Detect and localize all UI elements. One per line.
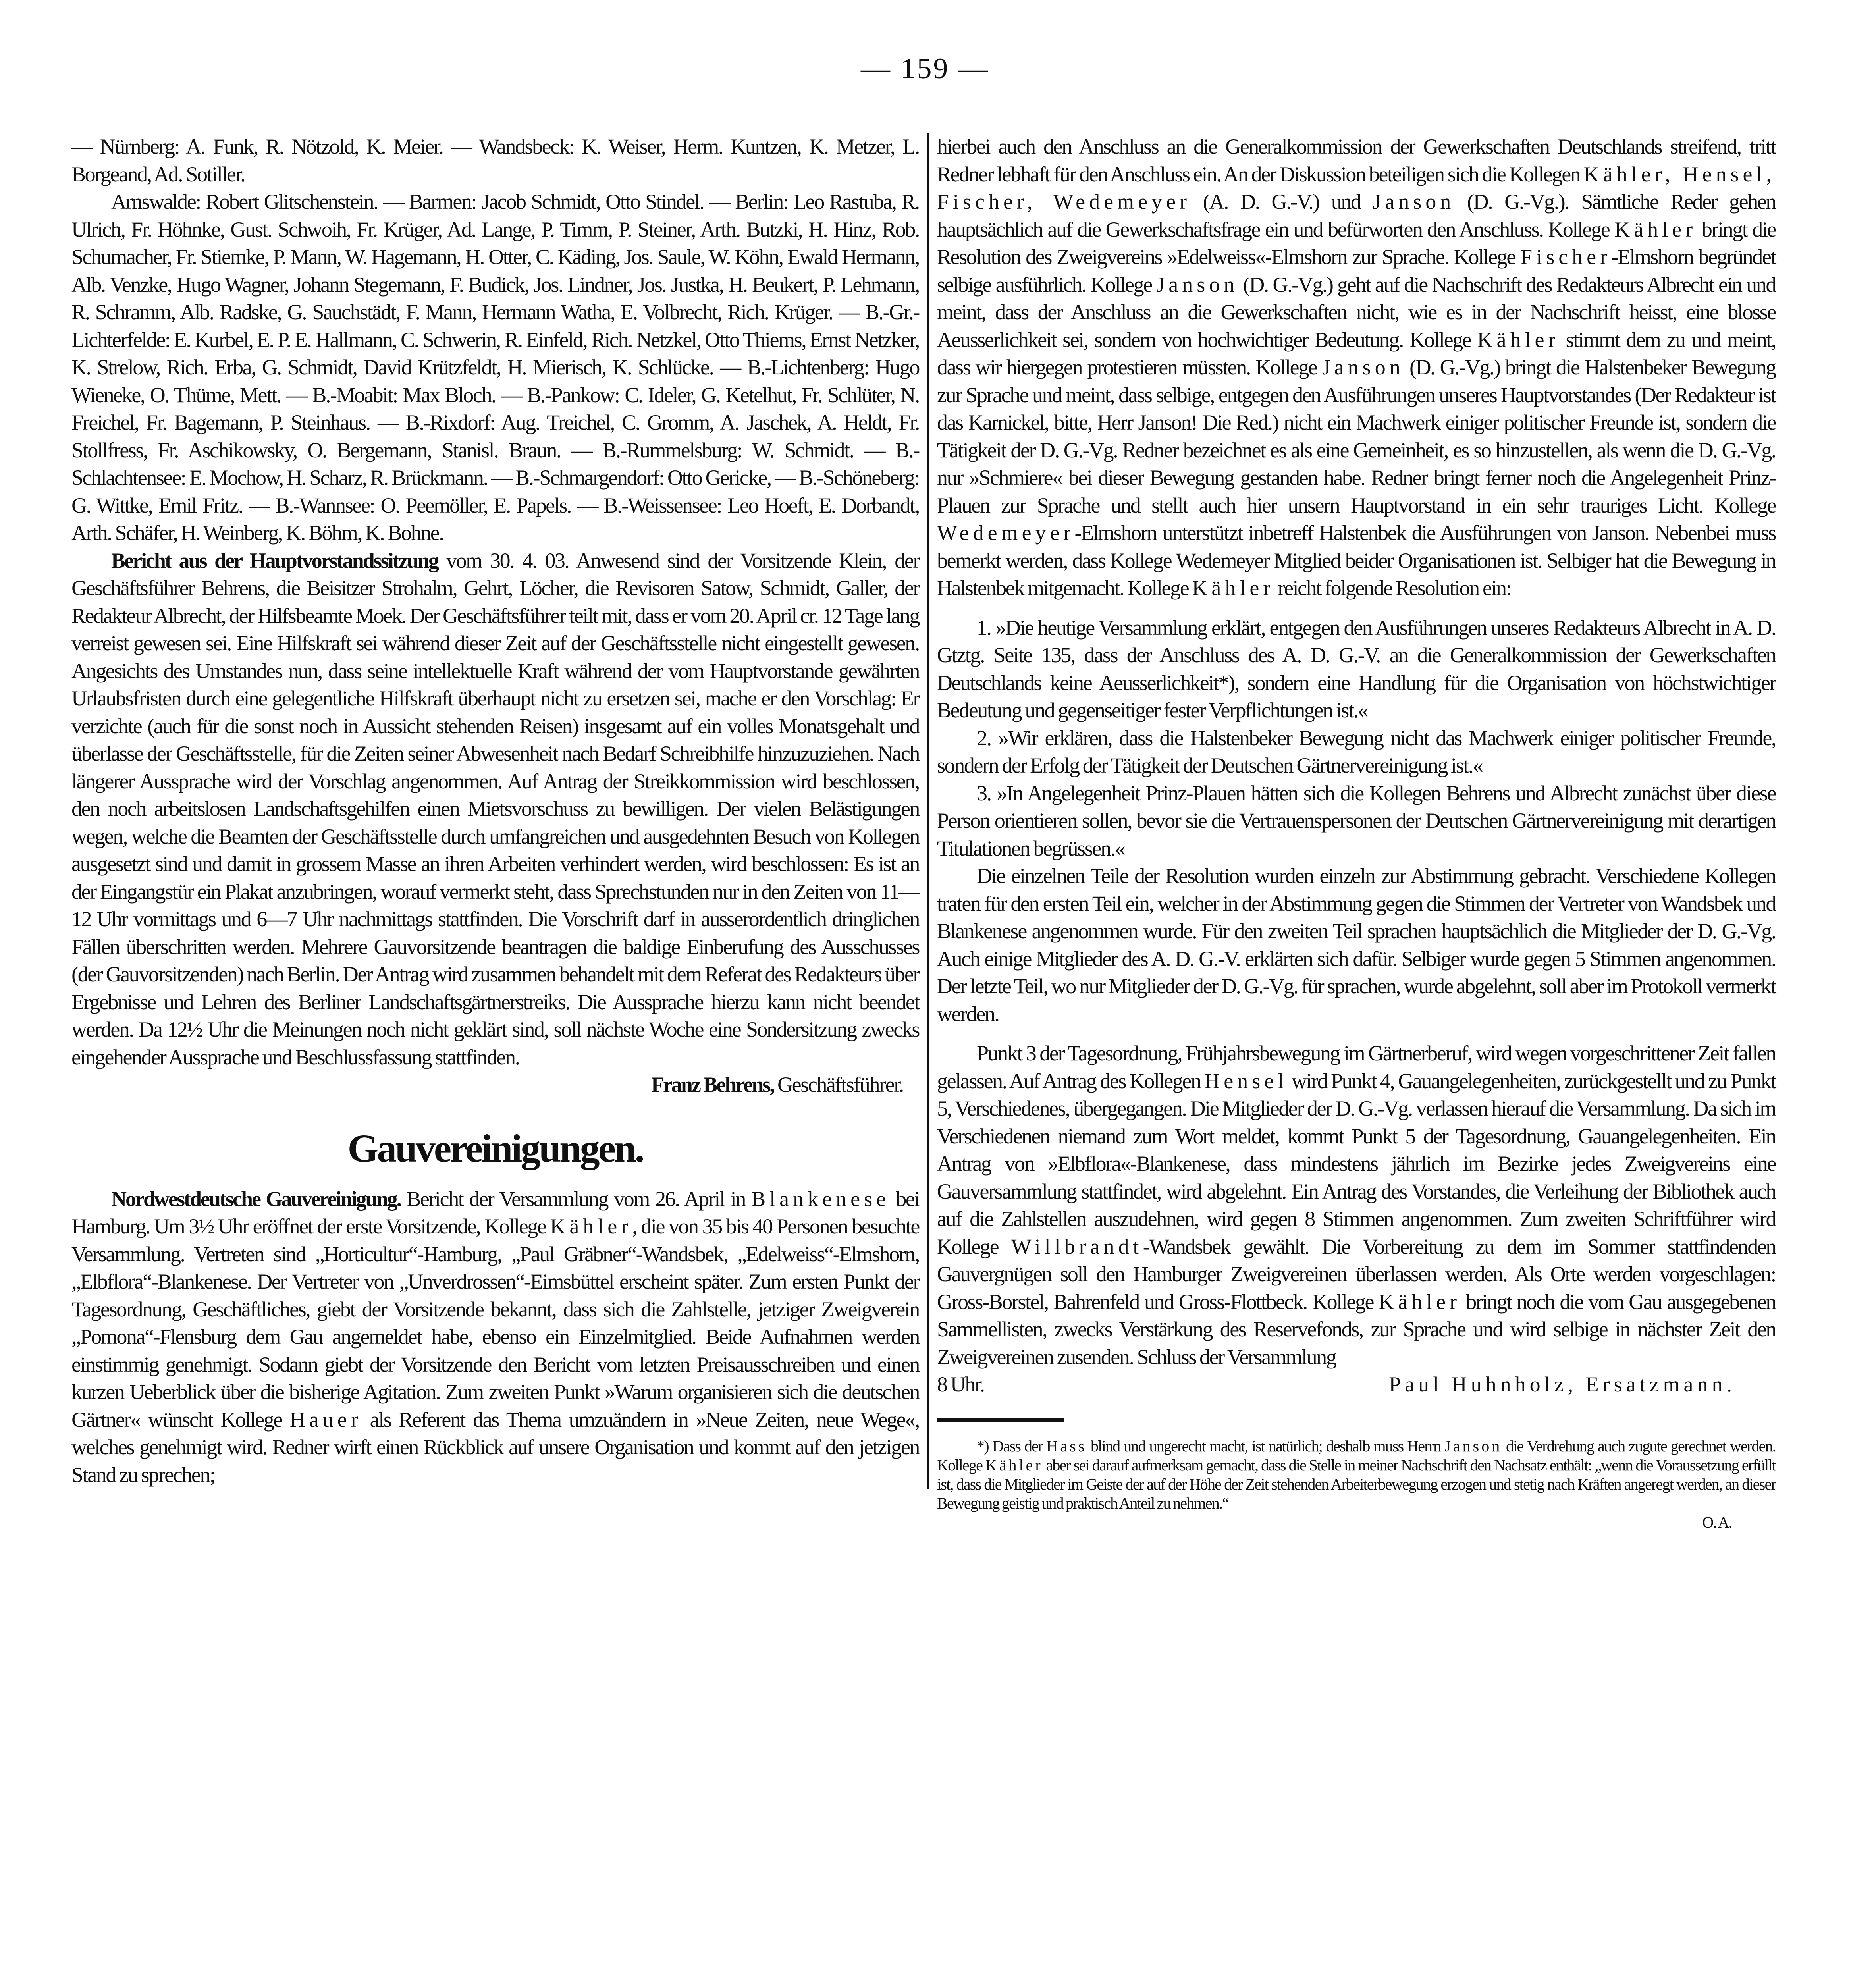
body-text: -Wandsbek gewählt. Die Vorbereitung zu dem im Sommer stattfindenden Gauvergnügen soll den Hamburger Zweigvereinen überlassen werden. Als Orte werden vorgeschlagen: Gross-Borstel, Bahrenfeld und Gross-Flottbeck. Kollege: [937, 1234, 1776, 1314]
member-list-continued: — Nürnberg: A. Funk, R. Nötzold, K. Meier. — Wandsbeck: K. Weiser, Herm. Kuntzen, K. Metzer, L. Borgeand, Ad. Sotiller.: [71, 135, 919, 186]
footnote-body: die Verdrehung auch zugute gerechnet werden. Kollege: [937, 1437, 1776, 1474]
person-name-spaced: Kähler: [1379, 1289, 1461, 1314]
footnote-text: [937, 1437, 1776, 1513]
gau-text: Bericht der Versammlung vom 26. April in: [401, 1187, 752, 1211]
board-meeting-report: [71, 547, 919, 1072]
footnote-initials: O. A.: [1702, 1513, 1732, 1531]
person-name-spaced: Janson: [1373, 190, 1455, 214]
closing-line: [937, 1371, 1776, 1399]
spacer: [937, 602, 1776, 614]
discussion-paragraph: [937, 133, 1776, 602]
body-text: bringt die Resolution des Zweigvereins »Edelweiss«-Elmshorn zur Sprache. Kollege: [937, 217, 1776, 269]
person-name-spaced: Hauer: [289, 1407, 362, 1432]
place-name-spaced: Blankenese: [751, 1187, 890, 1211]
person-name-spaced: Fischer: [1520, 245, 1612, 269]
report-body: vom 30. 4. 03. Anwesend sind der Vorsitzende Klein, der Geschäftsführer Behrens, die Beisitzer Strohalm, Gehrt, Löcher, die Revisoren Satow, Schmidt, Galler, der Redakteur Albrecht, der Hilfsbeamte Moek. Der Geschäftsführer teilt mit, dass er vom 20. April cr. 12 Tage lang verreist gewesen sei. Eine Hilfskraft sei während dieser Zeit auf der Geschäftsstelle nicht eingestellt gewesen. Angesichts des Umstandes nun, dass seine intellektuelle Kraft während der vom Hauptvorstande gewährten Urlaubsfristen durch eine gelegentliche Hilfskraft überhaupt nicht zu ersetzen sei, mache er den Vorschlag: Er verzichte (auch für die sonst noch in Aussicht stehenden Reisen) insgesamt auf ein volles Monatsgehalt und überlasse der Geschäftsstelle, für die Zeiten seiner Abwesenheit nach Bedarf Schreibhilfe hinzuzuziehen. Nach längerer Aussprache wird der Vorschlag angenommen. Auf Antrag der Streikkommission wird beschlossen, den noch arbeitslosen Landschaftsgehilfen einen Mietsvorschuss zu bewilligen. Der vielen Belästigungen wegen, welche die Beamten der Geschäftsstelle durch umfangreichen und ausgedehnten Besuch von Kollegen ausgesetzt sind und damit in grossem Masse an ihren Arbeiten verhindert werden, wird beschlossen: Es ist an der Eingangstür ein Plakat anzubringen, worauf vermerkt steht, dass Sprechstunden nur in den Zeiten von 11—12 Uhr vormittags und 6—7 Uhr nachmittags stattfinden. Die Vorschrift darf in ausserordentlich dringlichen Fällen überschritten werden. Mehrere Gauvorsitzende beantragen die baldige Einberufung des Ausschusses (der Gauvorsitzenden) nach Berlin. Der Antrag wird zusammen behandelt mit dem Referat des Redakteurs über Ergebnisse und Lehren des Berliner Landschaftsgärtnerstreiks. Die Aussprache hierzu kann nicht beendet werden. Da 12½ Uhr die Meinungen noch nicht geklärt sind, soll nächste Woche eine Sondersitzung zwecks eingehender Aussprache und Beschlussfassung stattfinden.: [71, 548, 919, 1069]
body-text: (A. D. G.-V.) und: [1191, 190, 1373, 214]
footnote-spaced-word: Hass: [1046, 1437, 1087, 1455]
body-text: (D. G.-Vg.). Sämtliche Reder gehen hauptsächlich auf die Gewerkschaftsfrage ein und befürworten den Anschluss. Kollege: [937, 190, 1776, 241]
left-column: [71, 133, 929, 1489]
gau-text: als Referent das Thema umzuändern in »Neue Zeiten, neue Wege«, welches genehmigt wird. Redner wirft einen Rückblick auf unsere Organisation und kommt auf den jetzigen Stand zu sprechen;: [71, 1407, 919, 1487]
body-text: bringt noch die vom Gau ausgegebenen Sammellisten, zwecks Verstärkung des Reservefonds, zur Sprache und wird selbige in nächster Zeit den Zweigvereinen zusenden. Schluss der Versammlung: [937, 1289, 1776, 1369]
footnote-body: *) Dass der: [977, 1437, 1047, 1455]
resolution-item-2: 2. »Wir erklären, dass die Halstenbeker Bewegung nicht das Machwerk einiger politischer Freunde, sondern der Erfolg der Tätigkeit der Deutschen Gärtnervereinigung ist.«: [937, 726, 1776, 777]
footnote-signature-line: [937, 1513, 1776, 1532]
person-name-spaced: Kähler: [550, 1214, 632, 1238]
gau-report-paragraph: [71, 1185, 919, 1489]
body-text: stimmt dem zu und meint, dass wir hiergegen protestieren müssten. Kollege: [937, 328, 1776, 379]
gau-text: , die von 35 bis 40 Personen besuchte Versammlung. Vertreten sind „Horticultur“-Hamburg, „Paul Gräbner“-Wandsbek, „Edelweiss“-Elmshorn, „Elbflora“-Blankenese. Der Vertreter von „Unverdrossen“-Eimsbüttel erscheint später. Zum ersten Punkt der Tagesordnung, Geschäftliches, giebt der Vorsitzende bekannt, dass sich die Zahlstelle, jetziger Zweigverein „Pomona“-Flensburg dem Gau angemeldet habe, ebenso ein Einzelmitglied. Beide Aufnahmen werden einstimmig genehmigt. Sodann giebt der Vorsitzende den Bericht vom letzten Preisausschreiben und einen kurzen Ueberblick über die bisherige Agitation. Zum zweiten Punkt »Warum organisieren sich die deutschen Gärtner« wünscht Kollege: [71, 1214, 919, 1432]
footnote-body: aber sei darauf aufmerksam gemacht, dass die Stelle in meiner Nachschrift den Nachsatz enthält: „wenn die Voraussetzung erfüllt ist, dass die Mitglieder im Geiste der auf der Höhe der Zeit stehenden Arbeiterbewegung erzogen und stetig nach Kräften angeregt werden, an dieser Bewegung geistig und praktisch Anteil zu nehmen.“: [937, 1456, 1776, 1512]
two-column-body: [71, 133, 1776, 1532]
resolution-item-3: 3. »In Angelegenheit Prinz-Plauen hätten sich die Kollegen Behrens und Albrecht zunächst über diese Person orientieren sollen, bevor sie die Vertrauenspersonen der Deutschen Gärtnervereinigung mit derartigen Titulationen begrüssen.«: [937, 781, 1776, 860]
gau-report-title: Nordwestdeutsche Gauvereinigung.: [111, 1187, 401, 1211]
page-number: — 159 —: [861, 52, 989, 85]
spacer: [937, 1028, 1776, 1040]
signature-name: Franz Behrens,: [651, 1073, 774, 1097]
person-name-spaced: Kähler: [1614, 217, 1697, 241]
footnote-rule: [937, 1418, 1064, 1422]
signature-role: Geschäftsführer.: [773, 1073, 903, 1097]
footnote-body: blind und ungerecht macht, ist natürlich; deshalb muss Herrn: [1087, 1437, 1445, 1455]
footnote-spaced-name: Janson: [1444, 1437, 1502, 1455]
body-text: (D. G.-Vg.) geht auf die Nachschrift des Redakteurs Albrecht ein und meint, dass der Anschluss an die Gewerkschaften nicht, wie es in der Nachschrift heisst, eine blosse Aeusserlichkeit sei, sondern von hochwichtiger Bedeutung. Kollege: [937, 272, 1776, 352]
body-text: -Elmshorn begründet selbige ausführlich. Kollege: [937, 245, 1776, 297]
section-heading: Gauvereinigungen.: [347, 1126, 643, 1170]
report-title: Bericht aus der Hauptvorstandssitzung: [111, 548, 438, 572]
member-list-paragraph: Arnswalde: Robert Glitschenstein. — Barmen: Jacob Schmidt, Otto Stindel. — Berlin: Leo Rastuba, R. Ulrich, Fr. Höhnke, Gust. Schwoih, Fr. Krüger, Ad. Lange, P. Timm, P. Steiner, Arth. Butzki, H. Hinz, Rob. Schumacher, Fr. Stiemke, P. Mann, W. Hagemann, H. Otter, C. Käding, Jos. Saule, W. Köhn, Ewald Hermann, Alb. Venzke, Hugo Wagner, Johann Stegemann, F. Budick, Jos. Lindner, Jos. Justka, H. Beukert, P. Lehmann, R. Schramm, Alb. Radske, G. Sauchstädt, F. Mann, Hermann Watha, E. Volbrecht, Rich. Krüger. — B.-Gr.-Lichterfelde: E. Kurbel, E. P. E. Hallmann, C. Schwerin, R. Einfeld, Rich. Netzkel, Otto Thiems, Ernst Netzker, K. Strelow, Rich. Erba, G. Schmidt, David Krützfeldt, H. Mierisch, K. Schlücke. — B.-Lichtenberg: Hugo Wieneke, O. Thüme, Mett. — B.-Moabit: Max Bloch. — B.-Pankow: C. Ideler, G. Ketelhut, Fr. Schlüter, N. Freichel, Fr. Bagemann, P. Steinhaus. — B.-Rixdorf: Aug. Treichel, C. Gromm, A. Jaschek, A. Heldt, Fr. Stollfress, Fr. Aschikowsky, O. Bergemann, Stanisl. Braun. — B.-Rummelsburg: W. Schmidt. — B.-Schlachtensee: E. Mochow, H. Scharz, R. Brückmann. — B.-Schmargendorf: Otto Gericke, — B.-Schöneberg: G. Wittke, Emil Fritz. — B.-Wannsee: O. Peemöller, E. Papels. — B.-Weissensee: Leo Hoeft, E. Dorbandt, Arth. Schäfer, H. Weinberg, K. Böhm, K. Bohne.: [71, 190, 919, 545]
resolution-item-1: 1. »Die heutige Versammlung erklärt, entgegen den Ausführungen unseres Redakteurs Albrecht in A. D. Gtztg. Seite 135, dass der Anschluss des A. D. G.-V. an die Generalkommission der Gewerkschaften Deutschlands keine Aeusserlichkeit*), sondern eine Handlung für die Organisation von höchstwichtiger Bedeutung und gegenseitiger fester Verpflichtungen ist.«: [937, 615, 1776, 722]
person-name-spaced: Kähler: [1192, 576, 1274, 600]
person-name-spaced: Janson: [1156, 272, 1239, 297]
body-text: Punkt 3 der Tagesordnung, Frühjahrsbewegung im Gärtnerberuf, wird wegen vorgeschrittener Zeit fallen gelassen. Auf Antrag des Kollegen: [937, 1041, 1776, 1093]
footnote-spaced-name: Kähler: [985, 1456, 1043, 1474]
person-name-spaced: Kähler: [1477, 328, 1560, 352]
body-text: wird Punkt 4, Gauangelegenheiten, zurückgestellt und zu Punkt 5, Verschiedenes, übergegangen. Die Mitglieder der D. G.-Vg. verlassen hierauf die Versammlung. Da sich im Verschiedenen niemand zum Wort meldet, kommt Punkt 5 der Tagesordnung, Gauangelegenheiten. Ein Antrag von »Elbflora«-Blankenese, dass mindestens jährlich im Bezirke jedes Zweigvereins eine Gauversammlung stattfindet, wird abgelehnt. Ein Antrag des Vorstandes, die Verleihung der Bibliothek auch auf die Zahlstellen auszudehnen, wird gegen 8 Stimmen angenommen. Zum zweiten Schriftführer wird Kollege: [937, 1069, 1776, 1258]
body-text: (D. G.-Vg.) bringt die Halstenbeker Bewegung zur Sprache und meint, dass selbige, entgegen den Ausführungen unseres Hauptvorstandes (Der Redakteur ist das Karnickel, bitte, Herr Janson! Die Red.) nicht ein Machwerk einiger politischer Freunde ist, sondern die Tätigkeit der D. G.-Vg. Redner bezeichnet es als eine Gemeinheit, es so hinzustellen, als wenn die D. G.-Vg. nur »Schmiere« bei dieser Bewegung gestanden habe. Redner bringt ferner noch die Angelegenheit Prinz-Plauen zur Sprache und stellt auch hier unsern Hauptvorstand in ein sehr trauriges Licht. Kollege: [937, 355, 1776, 517]
agenda-paragraph: [937, 1040, 1776, 1371]
closing-time: 8 Uhr.: [937, 1372, 984, 1396]
person-names-spaced: Kähler, Hensel, Fischer, Wedemeyer: [937, 162, 1776, 214]
person-name-spaced: Janson: [1322, 355, 1404, 379]
body-text: reicht folgende Resolution ein:: [1274, 576, 1511, 600]
footnote: [937, 1437, 1776, 1532]
body-text: hierbei auch den Anschluss an die Generalkommission der Gewerkschaften Deutschlands streifend, tritt Redner lebhaft für den Anschluss ein. An der Diskussion beteiligen sich die Kollegen: [937, 135, 1776, 186]
person-name-spaced: Wedemeyer: [937, 521, 1075, 545]
body-text: -Elmshorn unterstützt inbetreff Halstenbek die Ausführungen von Janson. Nebenbei muss bemerkt werden, dass Kollege Wedemeyer Mitglied beider Organisationen ist. Selbiger hat die Bewegung in Halstenbek mitgemacht. Kollege: [937, 521, 1776, 600]
closing-signature: Paul Huhnholz, Ersatzmann.: [1389, 1372, 1736, 1396]
gau-text: bei Hamburg. Um 3½ Uhr eröffnet der erste Vorsitzende, Kollege: [71, 1187, 919, 1238]
report-signature: [71, 1071, 919, 1099]
right-column: [929, 133, 1776, 1532]
person-name-spaced: Hensel: [1204, 1069, 1288, 1093]
vote-paragraph: Die einzelnen Teile der Resolution wurden einzeln zur Abstimmung gebracht. Verschiedene Kollegen traten für den ersten Teil ein, welcher in der Abstimmung gegen die Stimmen der Vertreter von Wandsbek und Blankenese angenommen wurde. Für den zweiten Teil sprachen hauptsächlich die Mitglieder der D. G.-Vg. Auch einige Mitglieder des A. D. G.-V. erklärten sich dafür. Selbiger wurde gegen 5 Stimmen angenommen. Der letzte Teil, wo nur Mitglieder der D. G.-Vg. für sprachen, wurde abgelehnt, soll aber im Protokoll vermerkt werden.: [937, 864, 1776, 1026]
person-name-spaced: Willbrandt: [1011, 1234, 1143, 1258]
